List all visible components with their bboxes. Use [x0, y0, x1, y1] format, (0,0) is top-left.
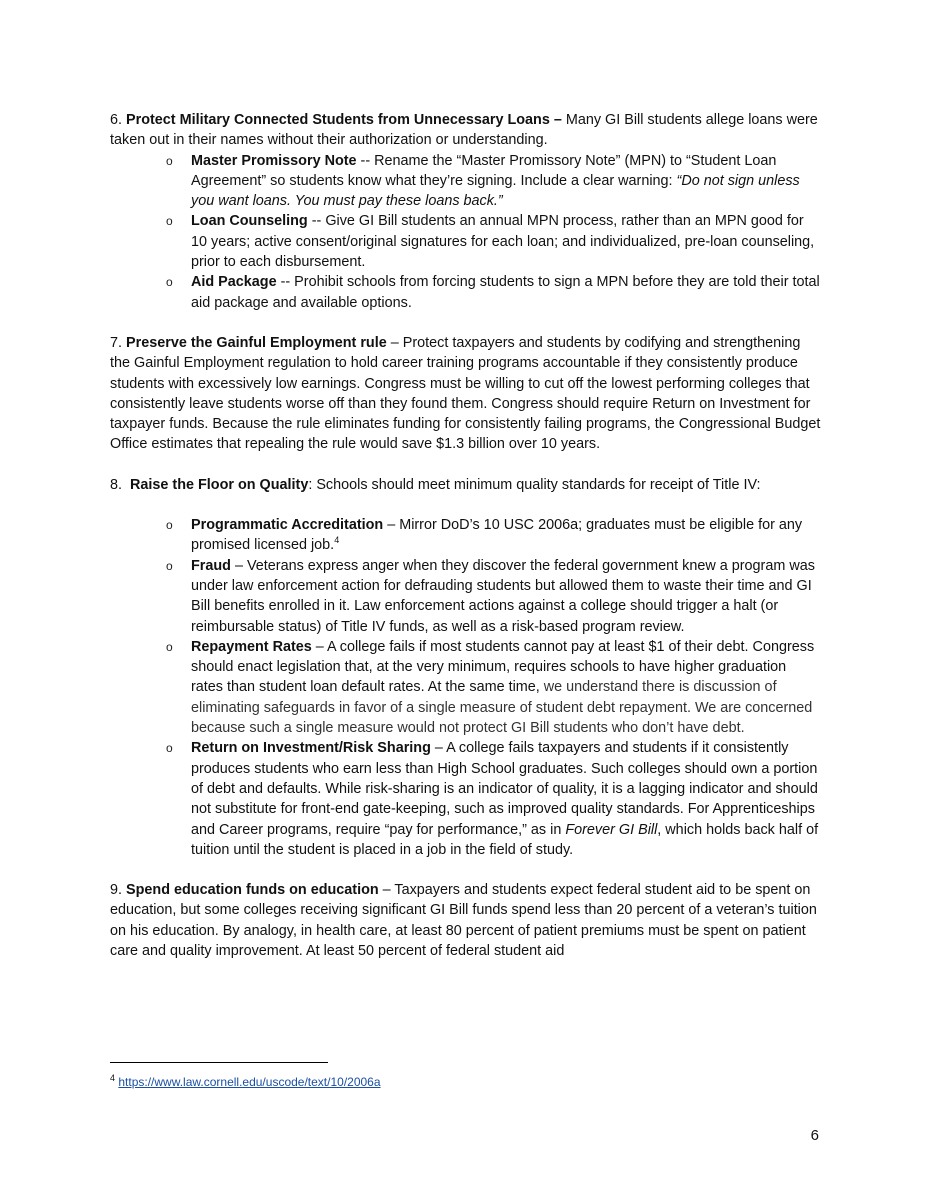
- item-text: – A college fails if most students cannot pay at least $1 of their debt. Congress should enact legislation that, at the very minimum, requires schools to have higher graduation rates than student loan default rates. At the same time,: [191, 638, 815, 696]
- list-item: [166, 637, 822, 738]
- section-body: – Taxpayers and students expect federal student aid to be spent on education, but some colleges receiving significant GI Bill funds spend less than 20 percent of a veteran’s tuition on his education. By analogy, in health care, at least 80 percent of patient premiums must be spent on patient care and quality improvement. At least 50 percent of federal student aid: [110, 882, 817, 959]
- item-title: Master Promissory Note: [191, 152, 357, 169]
- bullet-icon: o: [166, 741, 173, 756]
- section-8-list: [110, 515, 822, 860]
- footnote-number: 4: [110, 1073, 116, 1083]
- item-italic-text: “Do not sign unless you want loans. You must pay these loans back.”: [191, 172, 800, 210]
- section-body: : Schools should meet minimum quality standards for receipt of Title IV:: [308, 476, 761, 493]
- section-body: – Protect taxpayers and students by codifying and strengthening the Gainful Employment regulation to hold career training programs accountable if they consistently produce students with excessively low earnings. Congress must be willing to cut off the lowest performing colleges that consistently leave students worse off than they found them. Congress should require Return on Investment for taxpayer funds. Because the rule eliminates funding for consistently failing programs, the Congressional Budget Office estimates that repealing the rule would save $1.3 billion over 10 years.: [110, 334, 821, 453]
- item-text: – Mirror DoD’s 10 USC 2006a; graduates must be eligible for any promised licensed job.: [191, 517, 803, 554]
- bullet-icon: o: [166, 639, 173, 654]
- section-title: Protect Military Connected Students from Unnecessary Loans –: [126, 112, 562, 128]
- section-number: 9.: [110, 882, 123, 899]
- footnote: [110, 1074, 381, 1090]
- item-text: – Veterans express anger when they discover the federal government knew a program was under law enforcement action for defrauding students but allowed them to waste their time and GI Bill benefits enrolled in it. Law enforcement actions against a college should trigger a halt (or reimbursable status) of Title IV funds, as well as a risk-based program review.: [191, 557, 815, 635]
- bullet-icon: o: [166, 558, 173, 573]
- section-9: [110, 880, 822, 961]
- footnote-link[interactable]: https://www.law.cornell.edu/uscode/text/10/2006a: [118, 1075, 381, 1089]
- item-gray-text: we understand there is discussion of eliminating safeguards in favor of a single measure of student debt repayment. We are concerned because such a single measure would not protect GI Bill students who don’t have debt.: [191, 679, 813, 737]
- item-title: Return on Investment/Risk Sharing: [191, 740, 431, 757]
- bullet-icon: o: [166, 275, 173, 290]
- list-item: [166, 738, 822, 860]
- footnote-divider: [110, 1062, 328, 1063]
- list-item: [166, 211, 822, 272]
- section-8: [110, 475, 822, 495]
- section-title: Preserve the Gainful Employment rule: [126, 334, 387, 351]
- bullet-icon: o: [166, 214, 173, 229]
- item-text: -- Give GI Bill students an annual MPN process, rather than an MPN good for 10 years; active consent/original signatures for each loan; and individualized, pre-loan counseling, prior to each disbursement.: [191, 213, 815, 271]
- bullet-icon: o: [166, 518, 173, 533]
- footnote-reference[interactable]: 4: [334, 535, 340, 546]
- list-item: [166, 556, 822, 637]
- item-text: -- Rename the “Master Promissory Note” (MPN) to “Student Loan Agreement” so students know what they’re signing. Include a clear warning:: [191, 152, 777, 189]
- section-title: Raise the Floor on Quality: [130, 476, 309, 493]
- list-item: [166, 151, 822, 212]
- bullet-icon: o: [166, 153, 173, 168]
- section-number: 8.: [110, 476, 123, 493]
- item-title: Loan Counseling: [191, 213, 308, 230]
- item-title: Repayment Rates: [191, 638, 312, 655]
- section-number: 6.: [110, 112, 123, 128]
- item-title: Programmatic Accreditation: [191, 517, 384, 534]
- item-italic-text: Forever GI Bill: [565, 821, 658, 838]
- item-text-tail: , which holds back half of tuition until the student is placed in a job in the field of study.: [191, 821, 819, 858]
- section-number: 7.: [110, 334, 123, 351]
- document-page: [110, 110, 822, 961]
- section-6: [110, 110, 822, 151]
- section-6-list: [110, 151, 822, 313]
- item-title: Fraud: [191, 557, 231, 574]
- item-title: Aid Package: [191, 274, 277, 291]
- item-text: -- Prohibit schools from forcing students to sign a MPN before they are told their total aid package and available options.: [191, 274, 820, 311]
- item-text: – A college fails taxpayers and students if it consistently produces students who earn less than High School graduates. Such colleges should own a portion of debt and defaults. While risk-sharing is an indicator of quality, it is a lagging indicator and should not substitute for front-end gate-keeping, such as improved quality standards. For Apprenticeships and Career programs, require “pay for performance,” as in: [191, 740, 818, 838]
- list-item: [166, 515, 822, 556]
- section-title: Spend education funds on education: [126, 882, 379, 899]
- section-7: [110, 333, 822, 455]
- page-number: 6: [810, 1127, 819, 1144]
- section-body: Many GI Bill students allege loans were taken out in their names without their authorization or understanding.: [110, 112, 818, 149]
- list-item: [166, 272, 822, 313]
